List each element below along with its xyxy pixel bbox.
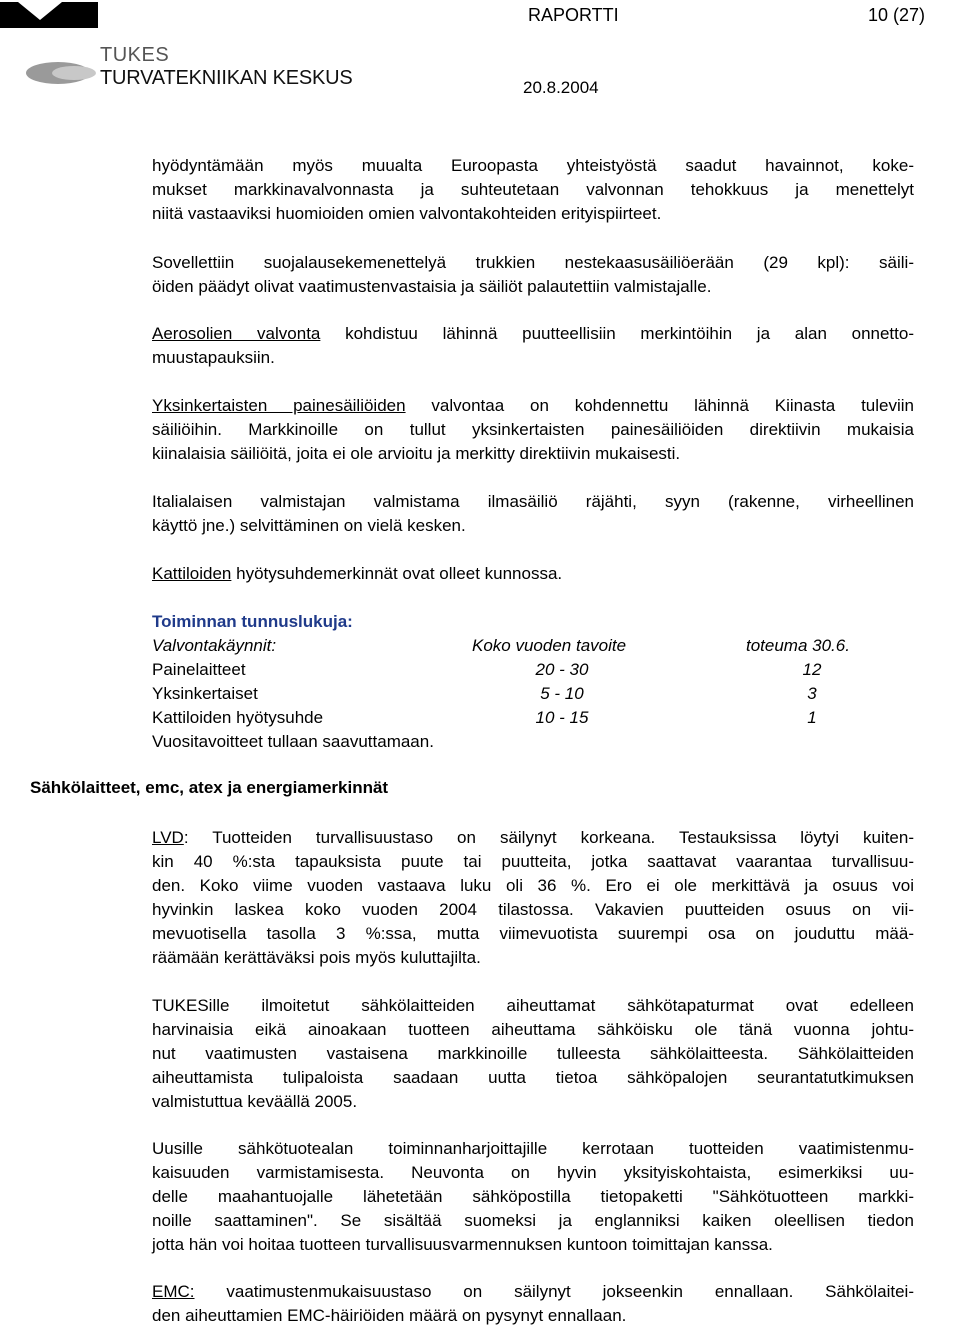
kpi-target: 10 - 15 (535, 708, 589, 727)
paragraph-safeguard (152, 251, 914, 299)
logo-text-tukes: TUKES (100, 44, 170, 66)
kpi-target: 5 - 10 (540, 684, 584, 703)
text-line: räämään kerättäväksi pois myös kuluttajilta. (152, 948, 481, 967)
text-line: kin 40 %:sta tapauksista puute tai puutteita, jotka saattavat vaarantaa turvallisuu- (152, 852, 914, 871)
lvd-link[interactable]: LVD (152, 828, 184, 847)
logo-ellipse-light (52, 66, 96, 80)
text-line (152, 562, 914, 586)
kpi-col-header: toteuma 30.6. (746, 636, 850, 655)
text-line: muustapauksiin. (152, 348, 275, 367)
text-line: noille saattaminen". Se sisältää suomeksi ja englanniksi kaiken oleellisen tiedon (152, 1211, 914, 1230)
kpi-target: 20 - 30 (535, 660, 589, 679)
logo-text-full: TURVATEKNIIKAN KESKUS (100, 67, 353, 89)
kpi-actual: 1 (807, 708, 817, 727)
paragraph-aerosols (152, 322, 914, 370)
text-span: valvontaa on kohdennettu lähinnä Kiinasta tuleviin (405, 396, 914, 415)
paragraph-emc (152, 1280, 914, 1328)
text-line: kaisuuden varmistamisesta. Neuvonta on hyvin yksityiskohtaista, esimerkiksi uu- (152, 1163, 914, 1182)
kpi-col-header: Koko vuoden tavoite (472, 636, 627, 655)
kpi-table (152, 610, 912, 754)
paragraph-lvd (152, 826, 914, 970)
doc-type: RAPORTTI (528, 5, 619, 25)
text-line: käyttö jne.) selvittäminen on vielä kesken. (152, 516, 466, 535)
text-line: Italialaisen valmistajan valmistama ilmasäiliö räjähti, syyn (rakenne, virheellinen (152, 492, 914, 511)
kpi-actual: 3 (807, 684, 817, 703)
kpi-header-row (152, 634, 912, 658)
text-span: : Tuotteiden turvallisuustaso on säilynyt korkeana. Testauksissa löytyi kuiten- (183, 828, 914, 847)
text-line: TUKESille ilmoitetut sähkölaitteiden aiheuttamat sähkötapaturmat ovat edelleen (152, 996, 914, 1015)
logo-notch (18, 2, 62, 20)
text-line (152, 322, 914, 346)
text-line: den aiheuttamien EMC-häiriöiden määrä on pysynyt ennallaan. (152, 1306, 627, 1325)
text-line (152, 394, 914, 418)
text-line (152, 826, 914, 850)
text-line: hyödyntämään myös muualta Euroopasta yhteistyöstä saadut havainnot, koke- (152, 156, 914, 175)
kpi-row (152, 706, 912, 730)
kpi-label: Yksinkertaiset (152, 684, 258, 703)
section-heading: Sähkölaitteet, emc, atex ja energiamerkinnät (30, 778, 389, 797)
kpi-row (152, 658, 912, 682)
emc-link[interactable]: EMC: (152, 1282, 195, 1301)
kpi-footer-text: Vuositavoitteet tullaan saavuttamaan. (152, 732, 434, 751)
kpi-footer (152, 730, 912, 754)
text-line (152, 1280, 914, 1304)
text-line: säiliöihin. Markkinoille on tullut yksinkertaisten painesäiliöiden direktiivin mukaisia (152, 420, 914, 439)
boilers-link[interactable]: Kattiloiden (152, 564, 232, 583)
text-span: vaatimustenmukaisuustaso on säilynyt jokseenkin ennallaan. Sähkölaitei- (194, 1282, 914, 1301)
paragraph-intro (152, 154, 914, 226)
text-line: öiden päädyt olivat vaatimustenvastaisia ja säiliöt palautettiin valmistajalle. (152, 277, 712, 296)
text-line: niitä vastaaviksi huomioiden omien valvontakohteiden erityispiirteet. (152, 204, 662, 223)
doc-date: 20.8.2004 (523, 78, 599, 97)
text-line: Uusille sähkötuotealan toiminnanharjoittajille kerrotaan tuotteiden vaatimistenmu- (152, 1139, 914, 1158)
text-line: nut vaatimusten vastaisena markkinoille tulleesta sähkölaitteesta. Sähkölaitteiden (152, 1044, 914, 1063)
aerosol-link[interactable]: Aerosolien valvonta (152, 324, 321, 343)
paragraph-pressure-vessels (152, 394, 914, 466)
text-line: mevuotisella tasolla 3 %:ssa, mutta viimevuotista suurempi osa on jouduttu mää- (152, 924, 914, 943)
text-line: mukset markkinavalvonnasta ja suhteutetaan valvonnan tehokkuus ja menettelyt (152, 180, 914, 199)
kpi-col-header: Valvontakäynnit: (152, 636, 277, 655)
kpi-actual: 12 (802, 660, 822, 679)
kpi-label: Painelaitteet (152, 660, 246, 679)
text-line: jotta hän voi hoitaa tuotteen turvallisuusvarmennuksen kuntoon toimittajan kanssa. (152, 1235, 773, 1254)
text-span: hyötysuhdemerkinnät ovat olleet kunnossa. (231, 564, 563, 583)
paragraph-new-operators (152, 1137, 914, 1257)
text-line: harvinaisia eikä ainoakaan tuotteen aiheuttama sähköisku ole tänä vuonna johtu- (152, 1020, 914, 1039)
kpi-row (152, 682, 912, 706)
paragraph-boilers (152, 562, 914, 586)
text-line: aiheuttamista tulipaloista saadaan uutta tietoa sähköpalojen seurantatutkimuksen (152, 1068, 914, 1087)
paragraph-air-tank (152, 490, 914, 538)
pressure-vessels-link[interactable]: Yksinkertaisten painesäiliöiden (152, 396, 406, 415)
text-span: kohdistuu lähinnä puutteellisiin merkintöihin ja alan onnetto- (320, 324, 914, 343)
kpi-label: Kattiloiden hyötysuhde (152, 708, 324, 727)
text-line: Sovellettiin suojalausekemenettelyä trukkien nestekaasusäiliöerään (29 kpl): säili- (152, 253, 914, 272)
paragraph-accidents (152, 994, 914, 1114)
kpi-title: Toiminnan tunnuslukuja: (152, 612, 353, 631)
page-number: 10 (27) (868, 5, 926, 25)
text-line: delle maahantuojalle lähetetään sähköpostilla tietopaketti "Sähkötuotteen markki- (152, 1187, 914, 1206)
text-line: hyvinkin laskea koko vuoden 2004 tilastossa. Vakavien puutteiden osuus on vii- (152, 900, 914, 919)
tukes-logo (0, 0, 360, 100)
text-line: den. Koko viime vuoden vastaava luku oli 36 %. Ero ei ole merkittävä ja osuus voi (152, 876, 914, 895)
text-line: valmistuttua keväällä 2005. (152, 1092, 358, 1111)
text-line: kiinalaisia säiliöitä, joita ei ole arvioitu ja merkitty direktiivin mukaisesti. (152, 444, 681, 463)
